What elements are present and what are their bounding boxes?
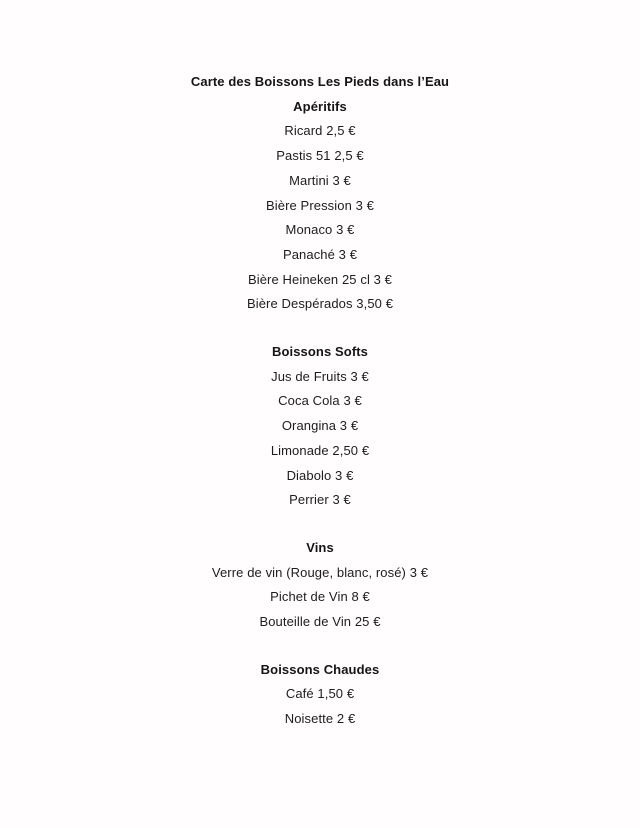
- menu-item: Pastis 51 2,5 €: [276, 148, 364, 164]
- menu-item: Jus de Fruits 3 €: [271, 368, 369, 384]
- section-heading: Boissons Chaudes: [260, 661, 380, 677]
- section-heading: Vins: [306, 539, 334, 555]
- menu-item: Limonade 2,50 €: [270, 442, 370, 458]
- menu-section: [0, 340, 640, 513]
- menu-item: Diabolo 3 €: [286, 467, 354, 483]
- menu-item: Noisette 2 €: [284, 711, 356, 727]
- menu-item: Ricard 2,5 €: [284, 123, 356, 139]
- menu-item: Perrier 3 €: [289, 492, 351, 508]
- page-title: Carte des Boissons Les Pieds dans l’Eau: [190, 74, 450, 89]
- section-heading: Boissons Softs: [271, 344, 369, 360]
- menu-section: [0, 658, 640, 732]
- menu-section: [0, 536, 640, 635]
- menu-section: [0, 95, 640, 317]
- menu-item: Monaco 3 €: [285, 222, 355, 238]
- menu-item: Pichet de Vin 8 €: [270, 589, 370, 605]
- menu-item: Martini 3 €: [289, 172, 351, 188]
- menu-item: Panaché 3 €: [282, 246, 358, 262]
- menu-item: Verre de vin (Rouge, blanc, rosé) 3 €: [211, 564, 429, 580]
- section-items: [0, 561, 640, 635]
- menu-item: Bière Despérados 3,50 €: [246, 296, 394, 312]
- menu-item: Orangina 3 €: [281, 418, 359, 434]
- menu-item: Bouteille de Vin 25 €: [259, 614, 381, 630]
- menu-sections: [0, 95, 640, 732]
- menu-item: Café 1,50 €: [285, 686, 355, 702]
- menu-item: Coca Cola 3 €: [278, 393, 362, 409]
- menu-item: Bière Pression 3 €: [265, 197, 375, 213]
- section-items: [0, 119, 640, 317]
- section-items: [0, 365, 640, 513]
- section-items: [0, 682, 640, 731]
- menu-item: Bière Heineken 25 cl 3 €: [247, 271, 393, 287]
- section-heading: Apéritifs: [293, 98, 347, 114]
